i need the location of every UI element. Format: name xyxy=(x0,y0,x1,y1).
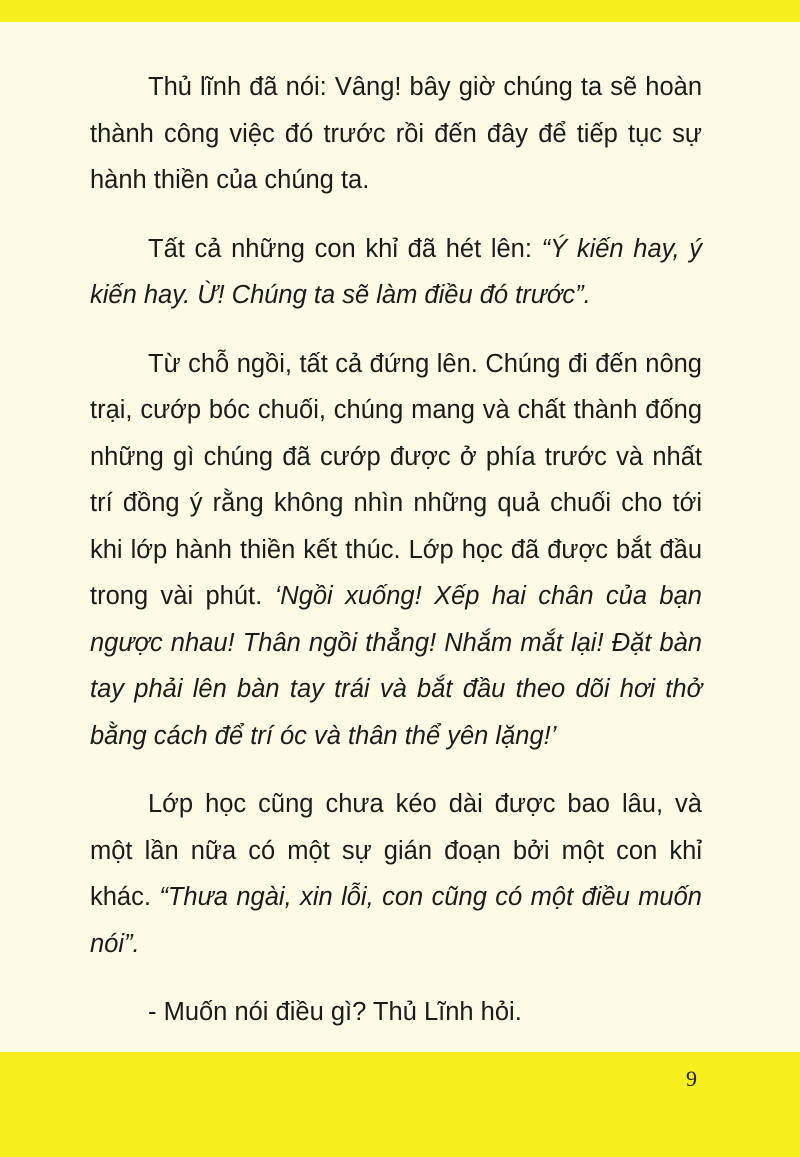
paragraph-4-quote: “Thưa ngài, xin lỗi, con cũng có một điều muốn nói”. xyxy=(90,883,702,958)
paragraph-3-text: Từ chỗ ngồi, tất cả đứng lên. Chúng đi đến nông trại, cướp bóc chuối, chúng mang và chất thành đống những gì chúng đã cướp được ở phía trước và nhất trí đồng ý rằng không nhìn những quả chuối cho tới khi lớp hành thiền kết thúc. Lớp học đã được bắt đầu trong vài phút. xyxy=(90,349,702,610)
paragraph-4 xyxy=(90,781,702,967)
paragraph-5 xyxy=(90,989,702,1036)
paragraph-5-text: - Muốn nói điều gì? Thủ Lĩnh hỏi. xyxy=(148,998,522,1026)
paragraph-1 xyxy=(90,64,702,204)
bottom-color-band xyxy=(0,1052,800,1157)
paragraph-1-text: Thủ lĩnh đã nói: Vâng! bây giờ chúng ta sẽ hoàn thành công việc đó trước rồi đến đây để tiếp tục sự hành thiền của chúng ta. xyxy=(90,73,702,194)
paragraph-2 xyxy=(90,226,702,319)
paragraph-2-text: Tất cả những con khỉ đã hét lên: xyxy=(148,234,542,263)
page-number: 9 xyxy=(686,1066,697,1091)
paragraph-3 xyxy=(90,341,702,760)
top-color-band xyxy=(0,0,800,22)
paragraph-3-quote: ‘Ngồi xuống! Xếp hai chân của bạn ngược nhau! Thân ngồi thẳng! Nhắm mắt lại! Đặt bàn tay phải lên bàn tay trái và bắt đầu theo dõi hơi thở bằng cách để trí óc và thân thể yên lặng!’ xyxy=(90,582,702,750)
paragraph-2-quote: “Ý kiến hay, ý kiến hay. Ừ! Chúng ta sẽ làm điều đó trước”. xyxy=(90,234,703,309)
book-page xyxy=(0,22,800,1052)
paragraph-4-text: Lớp học cũng chưa kéo dài được bao lâu, và một lần nữa có một sự gián đoạn bởi một con khỉ khác. xyxy=(90,790,702,911)
body-text xyxy=(90,64,702,1036)
